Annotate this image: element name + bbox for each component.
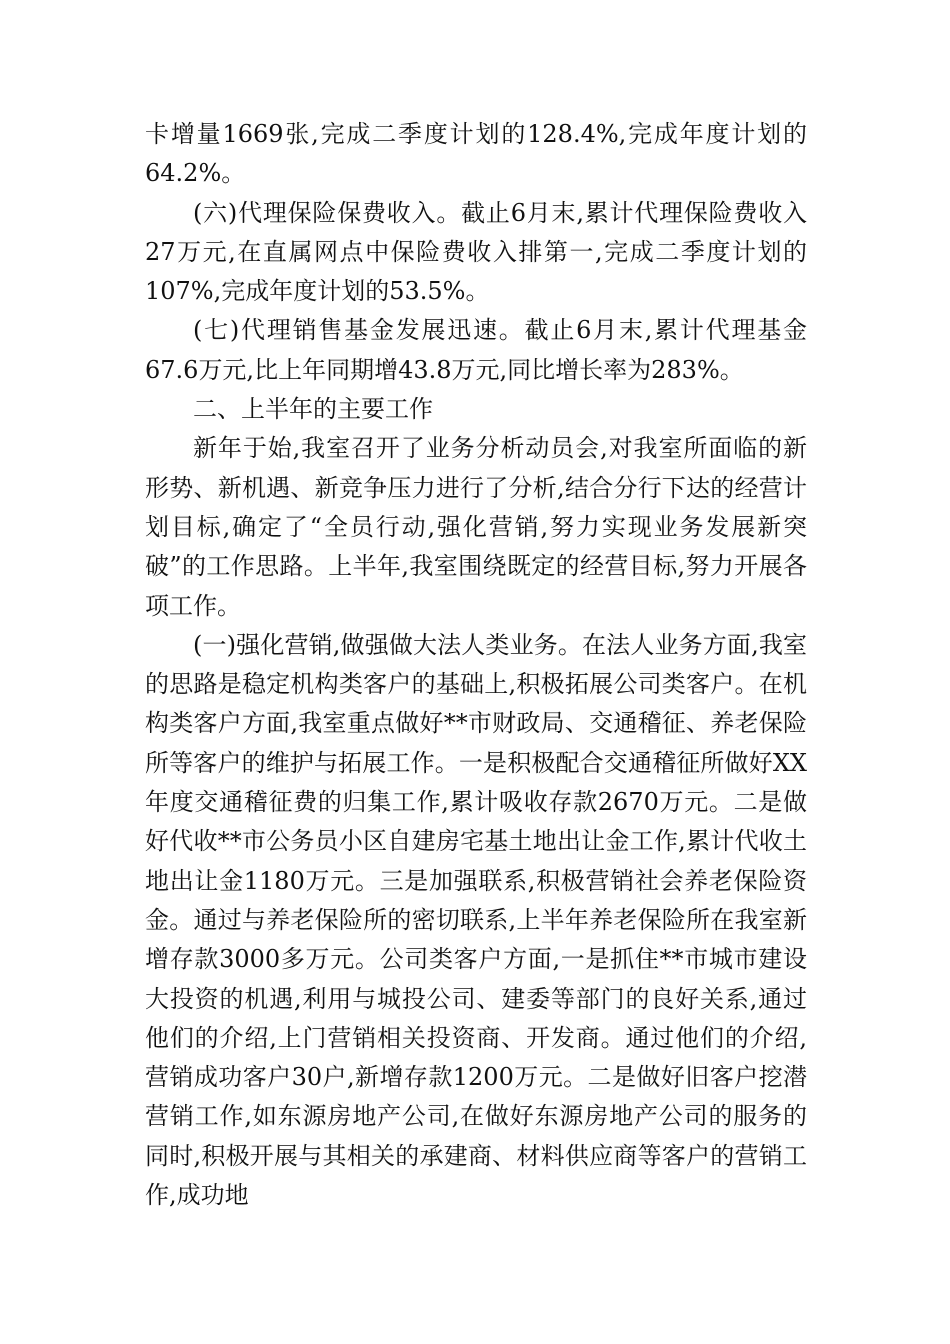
paragraph-card-increase: 卡增量1669张,完成二季度计划的128.4%,完成年度计划的64.2%。 <box>145 120 807 188</box>
paragraph-fund-sales: (七)代理销售基金发展迅速。截止6月末,累计代理基金67.6万元,比上年同期增43.8万元,同比增长率为283%。 <box>145 316 807 384</box>
document-body <box>145 115 807 1215</box>
paragraph-insurance-agency: (六)代理保险保费收入。截止6月末,累计代理保险费收入27万元,在直属网点中保险费收入排第一,完成二季度计划的107%,完成年度计划的53.5%。 <box>145 198 807 306</box>
paragraph-corporate-business: (一)强化营销,做强做大法人类业务。在法人业务方面,我室的思路是稳定机构类客户的基础上,积极拓展公司类客户。在机构类客户方面,我室重点做好**市财政局、交通稽征、养老保险所等客户的维护与拓展工作。一是积极配合交通稽征所做好XX年度交通稽征费的归集工作,累计吸收存款2670万元。二是做好代收**市公务员小区自建房宅基土地出让金工作,累计代收土地出让金1180万元。三是加强联系,积极营销社会养老保险资金。通过与养老保险所的密切联系,上半年养老保险所在我室新增存款3000多万元。公司类客户方面,一是抓住**市城市建设大投资的机遇,利用与城投公司、建委等部门的良好关系,通过他们的介绍,上门营销相关投资商、开发商。通过他们的介绍,营销成功客户30户,新增存款1200万元。二是做好旧客户挖潜营销工作,如东源房地产公司,在做好东源房地产公司的服务的同时,积极开展与其相关的承建商、材料供应商等客户的营销工作,成功地 <box>145 630 807 1210</box>
paragraph-new-year-meeting: 新年于始,我室召开了业务分析动员会,对我室所面临的新形势、新机遇、新竞争压力进行了分析,结合分行下达的经营计划目标,确定了“全员行动,强化营销,努力实现业务发展新突破”的工作思路。上半年,我室围绕既定的经营目标,努力开展各项工作。 <box>145 434 807 620</box>
section-heading-main-work: 二、上半年的主要工作 <box>193 395 433 424</box>
